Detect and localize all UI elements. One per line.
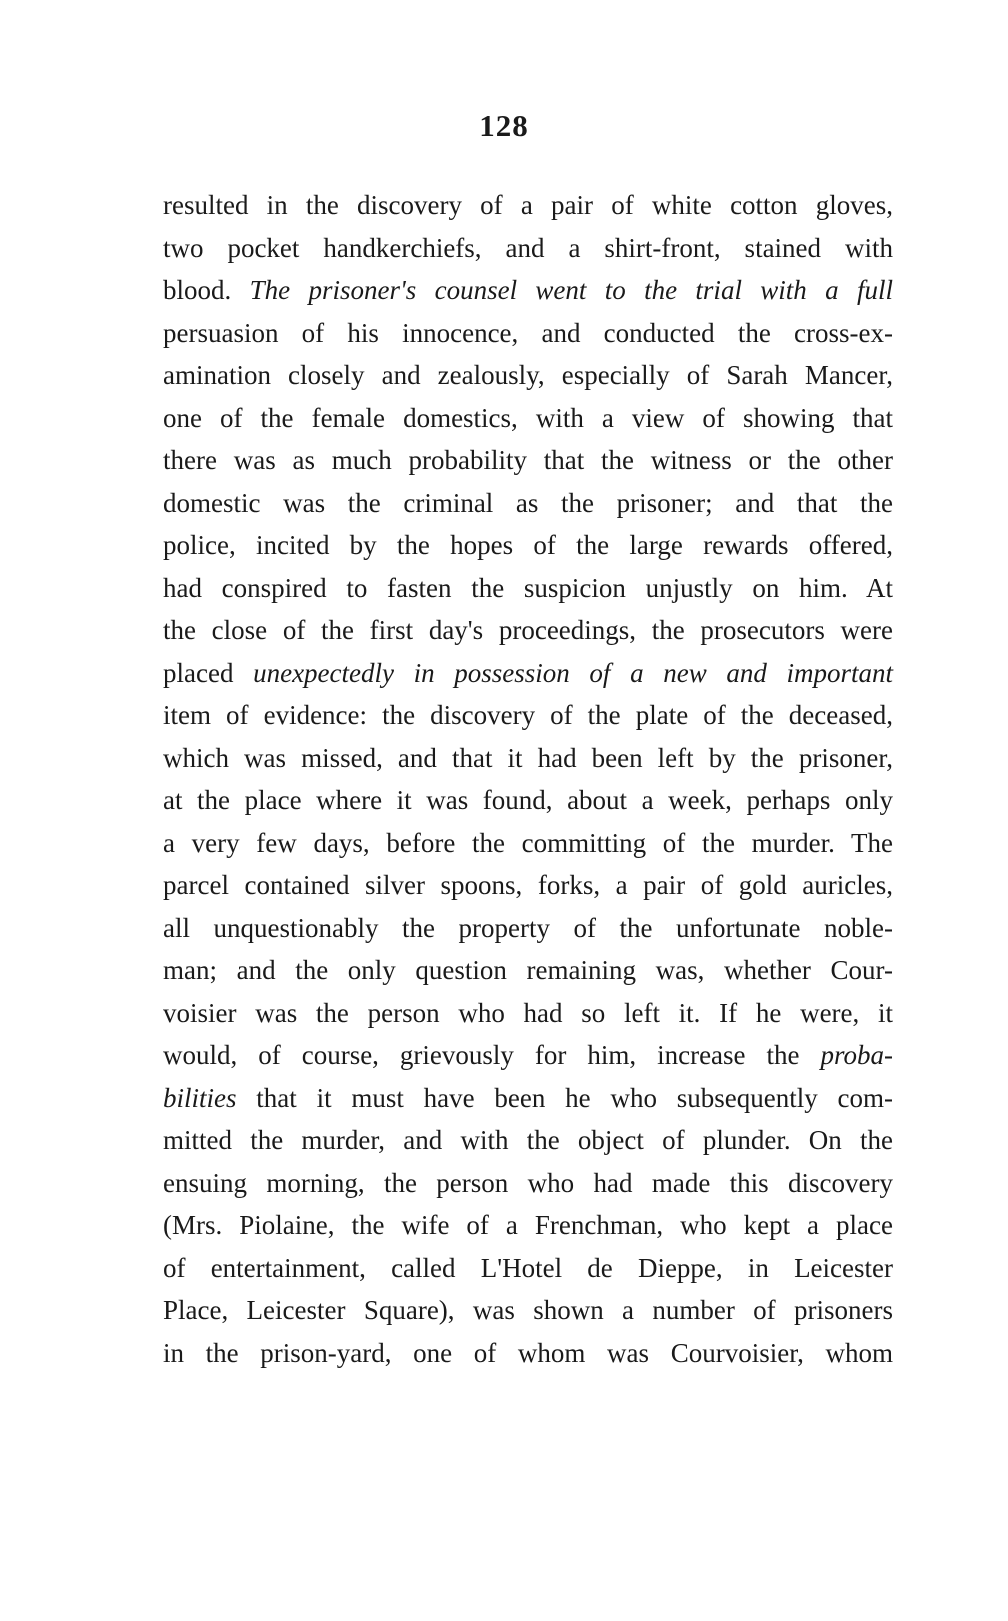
text-segment: two pocket handkerchiefs, and a shirt-front, stained with [163,232,893,263]
text-line [163,567,893,610]
text-line [163,949,893,992]
text-segment: which was missed, and that it had been left by the prisoner, [163,742,893,773]
text-segment: one of the female domestics, with a view of showing that [163,402,893,433]
text-segment: resulted in the discovery of a pair of white cotton gloves, [163,190,893,220]
text-line [163,1119,893,1162]
italic-text: The prisoner's counsel went to the trial with a full [249,275,893,305]
text-segment: in the prison-yard, one of whom was Courvoisier, whom [163,1337,893,1368]
text-line [163,1247,893,1290]
text-line [163,609,893,652]
text-segment: domestic was the criminal as the prisoner; and that the [163,487,893,518]
text-line [163,822,893,865]
text-line [163,737,893,780]
text-segment: parcel contained silver spoons, forks, a pair of gold auricles, [163,870,893,900]
text-line [163,354,893,397]
text-segment: would, of course, grievously for him, increase the [163,1040,821,1070]
text-segment: item of evidence: the discovery of the plate of the deceased, [163,700,893,730]
text-line [163,269,893,312]
italic-text: proba- [820,1040,893,1070]
text-line [163,864,893,907]
text-segment: that it must have been he who subsequently com- [236,1082,893,1113]
text-line [163,439,893,482]
page-number: 128 [479,108,529,143]
body-text [163,184,893,1374]
text-segment: ensuing morning, the person who had made this discovery [163,1167,893,1198]
text-segment: a very few days, before the committing of the murder. The [163,827,893,858]
text-line [163,779,893,822]
text-segment: at the place where it was found, about a week, perhaps only [163,785,893,815]
text-line [163,1162,893,1205]
text-line [163,312,893,355]
text-segment: voisier was the person who had so left it. If he were, it [163,997,893,1028]
text-segment: placed [163,657,254,688]
text-segment: mitted the murder, and with the object of plunder. On the [163,1125,893,1155]
text-segment: had conspired to fasten the suspicion unjustly on him. At [163,572,893,603]
text-line [163,1077,893,1120]
text-segment: there was as much probability that the witness or the other [163,445,893,475]
text-line [163,482,893,525]
text-segment: Place, Leicester Square), was shown a number of prisoners [163,1295,893,1325]
text-line [163,652,893,695]
text-segment: persuasion of his innocence, and conducted the cross-ex- [163,317,893,348]
text-line [163,992,893,1035]
text-segment: the close of the first day's proceedings, the prosecutors were [163,615,893,645]
text-line [163,397,893,440]
text-line [163,524,893,567]
text-segment: of entertainment, called L'Hotel de Dieppe, in Leicester [163,1252,893,1283]
text-line [163,694,893,737]
text-segment: man; and the only question remaining was, whether Cour- [163,955,893,985]
text-segment: (Mrs. Piolaine, the wife of a Frenchman, who kept a place [163,1210,893,1240]
text-line [163,1204,893,1247]
text-line [163,1289,893,1332]
text-line [163,227,893,270]
text-segment: all unquestionably the property of the unfortunate noble- [163,912,893,943]
text-line [163,1034,893,1077]
text-segment: amination closely and zealously, especially of Sarah Mancer, [163,360,893,390]
text-line [163,907,893,950]
italic-text: unexpectedly in possession of a new and important [253,657,893,688]
text-segment: police, incited by the hopes of the large rewards offered, [163,530,893,560]
text-line [163,184,893,227]
text-line [163,1332,893,1375]
text-segment: blood. [163,275,250,305]
italic-text: bilities [163,1082,237,1113]
